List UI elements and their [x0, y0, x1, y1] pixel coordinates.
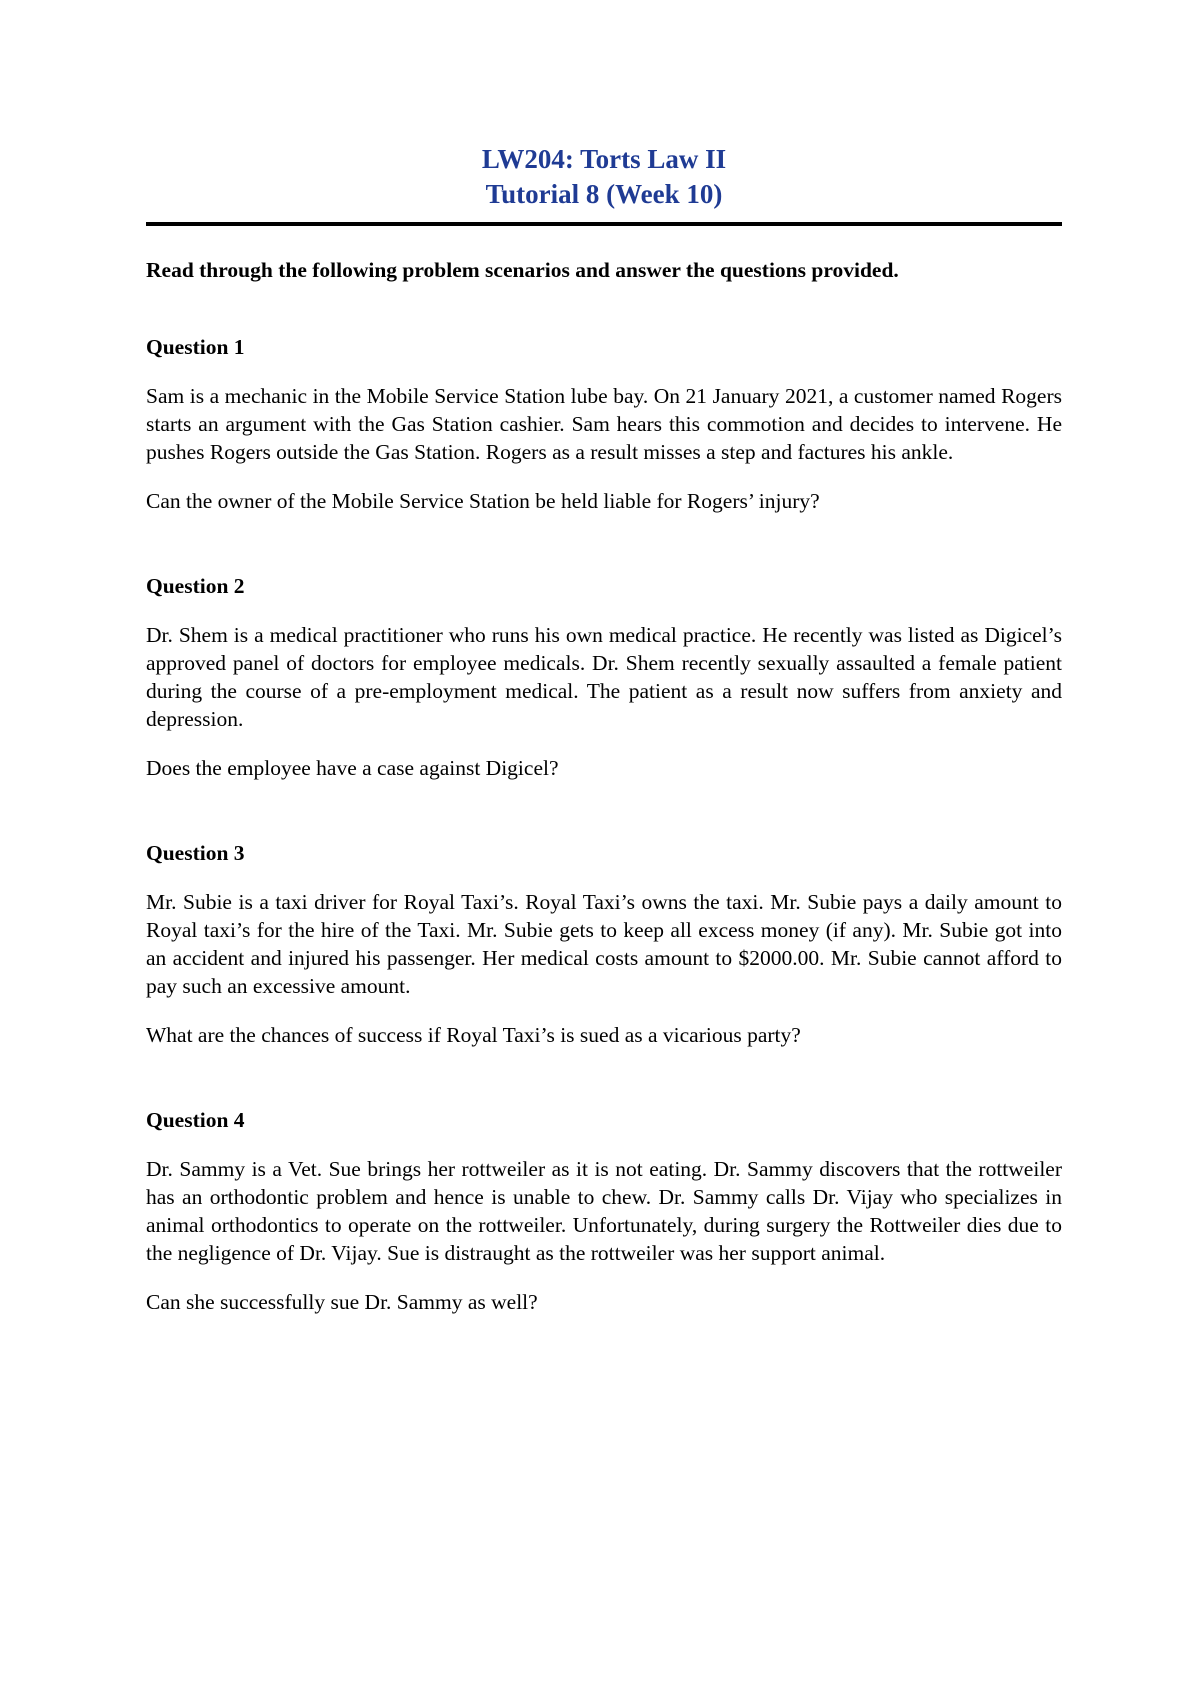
instructions: Read through the following problem scenarios and answer the questions provided.	[146, 258, 899, 282]
question-heading: Question 1	[146, 335, 245, 359]
question-heading: Question 2	[146, 574, 245, 598]
question-4	[146, 1106, 1062, 1316]
question-heading: Question 3	[146, 841, 245, 865]
question-heading: Question 4	[146, 1108, 245, 1132]
question-prompt: Can she successfully sue Dr. Sammy as well?	[146, 1290, 538, 1314]
question-scenario: Sam is a mechanic in the Mobile Service Station lube bay. On 21 January 2021, a customer named Rogers starts an argument with the Gas Station cashier. Sam hears this commotion and decides to intervene. He pushes Rogers outside the Gas Station. Rogers as a result misses a step and factures his ankle.	[146, 384, 1062, 464]
question-scenario: Mr. Subie is a taxi driver for Royal Taxi’s. Royal Taxi’s owns the taxi. Mr. Subie pays a daily amount to Royal taxi’s for the hire of the Taxi. Mr. Subie gets to keep all excess money (if any). Mr. Subie got into an accident and injured his passenger. Her medical costs amount to $2000.00. Mr. Subie cannot afford to pay such an excessive amount.	[146, 890, 1062, 998]
document-title: LW204: Torts Law II	[481, 144, 727, 174]
document-body	[146, 256, 1062, 1373]
header-divider	[146, 222, 1062, 226]
question-scenario: Dr. Sammy is a Vet. Sue brings her rottweiler as it is not eating. Dr. Sammy discovers that the rottweiler has an orthodontic problem and hence is unable to chew. Dr. Sammy calls Dr. Vijay who specializes in animal orthodontics to operate on the rottweiler. Unfortunately, during surgery the Rottweiler dies due to the negligence of Dr. Vijay. Sue is distraught as the rottweiler was her support animal.	[146, 1157, 1062, 1265]
document-header	[146, 142, 1062, 212]
question-prompt: Can the owner of the Mobile Service Station be held liable for Rogers’ injury?	[146, 489, 820, 513]
question-1	[146, 333, 1062, 515]
question-3	[146, 839, 1062, 1049]
question-scenario: Dr. Shem is a medical practitioner who runs his own medical practice. He recently was listed as Digicel’s approved panel of doctors for employee medicals. Dr. Shem recently sexually assaulted a female patient during the course of a pre-employment medical. The patient as a result now suffers from anxiety and depression.	[146, 623, 1062, 731]
question-2	[146, 572, 1062, 782]
document-subtitle: Tutorial 8 (Week 10)	[485, 179, 723, 209]
question-prompt: What are the chances of success if Royal Taxi’s is sued as a vicarious party?	[146, 1023, 801, 1047]
question-prompt: Does the employee have a case against Digicel?	[146, 756, 559, 780]
